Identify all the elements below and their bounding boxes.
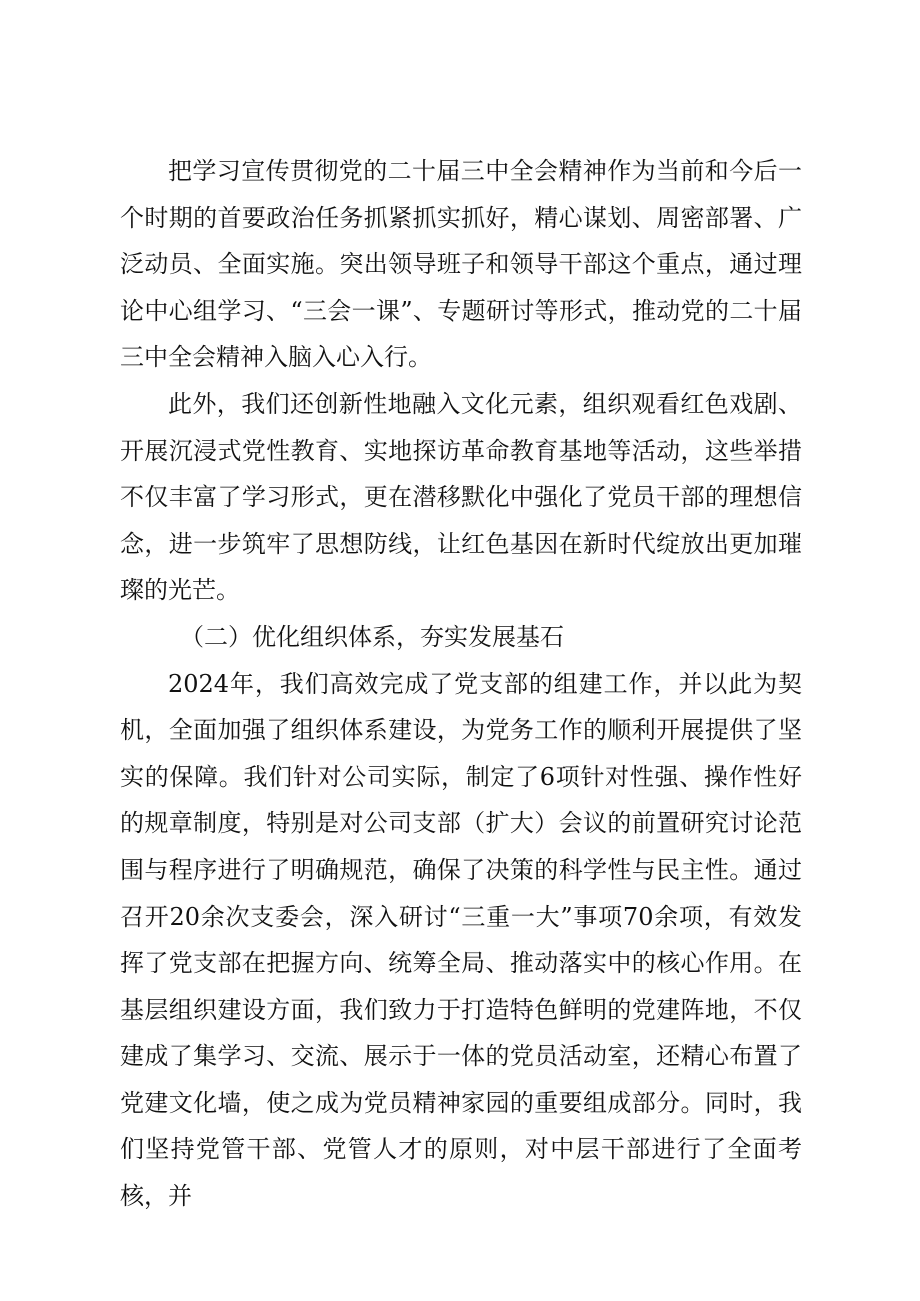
body-paragraph-1: 把学习宣传贯彻党的二十届三中全会精神作为当前和今后一个时期的首要政治任务抓紧抓实抓好，精心谋划、周密部署、广泛动员、全面实施。突出领导班子和领导干部这个重点，通过理论中心组学习、“三会一课”、专题研讨等形式，推动党的二十届三中全会精神入脑入心入行。 [120, 157, 802, 372]
body-paragraph-2: 此外，我们还创新性地融入文化元素，组织观看红色戏剧、开展沉浸式党性教育、实地探访革命教育基地等活动，这些举措不仅丰富了学习形式，更在潜移默化中强化了党员干部的理想信念，进一步筑牢了思想防线，让红色基因在新时代绽放出更加璀璨的光芒。 [120, 389, 802, 605]
section-heading: （二）优化组织体系，夯实发展基石 [180, 622, 564, 651]
body-paragraph-3: 2024年，我们高效完成了党支部的组建工作，并以此为契机，全面加强了组织体系建设，为党务工作的顺利开展提供了坚实的保障。我们针对公司实际，制定了6项针对性强、操作性好的规章制度，特别是对公司支部（扩大）会议的前置研究讨论范围与程序进行了明确规范，确保了决策的科学性与民主性。通过召开20余次支委会，深入研讨“三重一大”事项70余项，有效发挥了党支部在把握方向、统筹全局、推动落实中的核心作用。在基层组织建设方面，我们致力于打造特色鲜明的党建阵地，不仅建成了集学习、交流、展示于一体的党员活动室，还精心布置了党建文化墙，使之成为党员精神家园的重要组成部分。同时，我们坚持党管干部、党管人才的原则，对中层干部进行了全面考核，并 [120, 669, 802, 1211]
document-page [120, 148, 802, 1220]
